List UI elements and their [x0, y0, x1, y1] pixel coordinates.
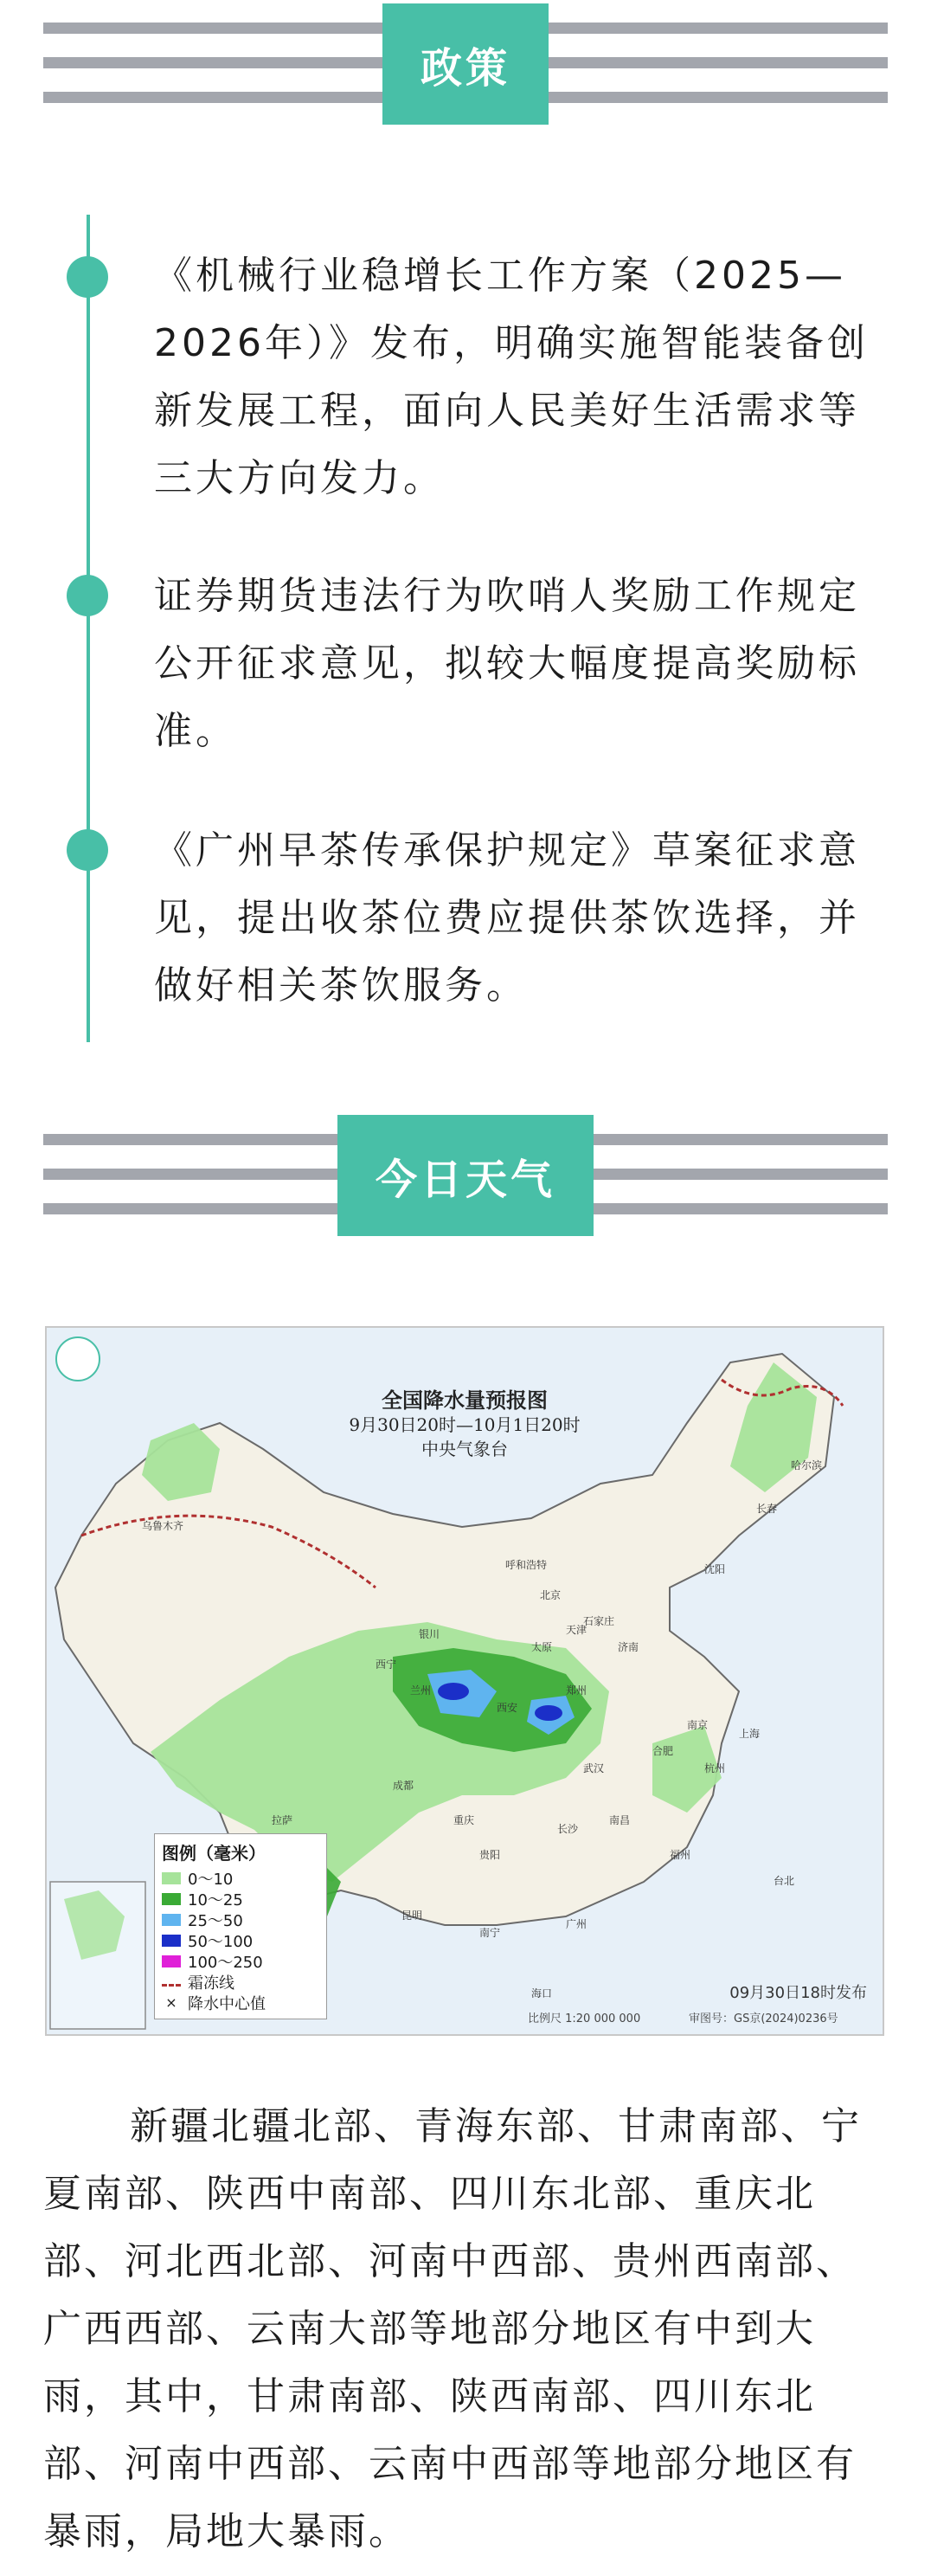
city-label: 石家庄 [583, 1615, 615, 1627]
legend-row [162, 1930, 319, 1951]
precip-50-100 [535, 1705, 562, 1721]
city-label: 合肥 [652, 1745, 674, 1757]
map-source: 中央气象台 [421, 1439, 508, 1459]
city-label: 福州 [670, 1849, 691, 1861]
timeline-dot [67, 256, 108, 298]
legend-row [162, 1951, 319, 1972]
weather-section-header [43, 1115, 888, 1236]
weather-section-title: 今日天气 [337, 1115, 594, 1236]
timeline-line [87, 215, 90, 1042]
city-label: 成都 [393, 1780, 414, 1792]
city-label: 广州 [566, 1918, 587, 1930]
cma-logo-icon [55, 1336, 100, 1381]
city-label: 银川 [419, 1628, 440, 1640]
policy-item-1: 《机械行业稳增长工作方案（2025—2026年）》发布，明确实施智能装备创新发展工程，面向人民美好生活需求等三大方向发力。 [154, 254, 869, 500]
precip-50-100 [438, 1683, 469, 1700]
city-label: 北京 [540, 1589, 562, 1601]
cross-icon: × [165, 1994, 177, 2011]
legend-row [162, 1993, 319, 2013]
city-label: 乌鲁木齐 [142, 1520, 184, 1532]
city-label: 西宁 [376, 1658, 397, 1671]
map-title: 全国降水量预报图 [382, 1388, 548, 1413]
legend-label: 霜冻线 [188, 1974, 234, 1993]
city-label: 呼和浩特 [505, 1559, 548, 1571]
city-label: 兰州 [410, 1684, 432, 1697]
map-publish-time: 09月30日18时发布 [729, 1984, 867, 2002]
legend-label: 0～10 [188, 1871, 234, 1889]
city-label: 贵阳 [479, 1849, 501, 1861]
legend-row [162, 1868, 319, 1889]
city-label: 西安 [497, 1702, 518, 1714]
policy-item-3: 《广州早茶传承保护规定》草案征求意见，提出收茶位费应提供茶饮选择，并做好相关茶饮服务。 [154, 828, 860, 1008]
map-period: 9月30日20时—10月1日20时 [349, 1414, 581, 1435]
timeline-dot [67, 575, 108, 616]
city-label: 天津 [566, 1624, 587, 1636]
city-label: 武汉 [583, 1762, 605, 1774]
legend-row [162, 1972, 319, 1993]
map-scale: 比例尺 1:20 000 000 [528, 2012, 641, 2025]
legend-label: 降水中心值 [188, 1995, 266, 2013]
policy-item-2: 证券期货违法行为吹哨人奖励工作规定公开征求意见，拟较大幅度提高奖励标准。 [154, 574, 860, 753]
city-label: 南宁 [479, 1927, 501, 1939]
city-label: 哈尔滨 [791, 1459, 823, 1472]
city-label: 长沙 [557, 1823, 579, 1835]
city-label: 南昌 [609, 1814, 631, 1826]
city-label: 郑州 [566, 1684, 587, 1697]
precipitation-map [45, 1326, 884, 2036]
city-label: 杭州 [704, 1762, 726, 1774]
legend-label: 10～25 [188, 1891, 243, 1909]
city-label: 拉萨 [272, 1814, 293, 1826]
city-label: 海口 [531, 1987, 553, 2000]
legend-row [162, 1889, 319, 1909]
city-label: 上海 [739, 1728, 761, 1740]
weather-description: 新疆北疆北部、青海东部、甘肃南部、宁夏南部、陕西中南部、四川东北部、重庆北部、河北西北部、河南中西部、贵州西南部、广西西部、云南大部等地部分地区有中到大雨，其中，甘肃南部、陕西南部、四川东北部、河南中西部、云南中西部等地部分地区有暴雨，局地大暴雨。 [43, 2104, 862, 2553]
city-label: 沈阳 [704, 1563, 726, 1575]
city-label: 重庆 [453, 1814, 475, 1826]
city-label: 南京 [687, 1719, 709, 1731]
legend-label: 25～50 [188, 1912, 243, 1930]
city-label: 济南 [618, 1641, 639, 1653]
policy-section-header [43, 3, 888, 125]
city-label: 长春 [756, 1503, 778, 1515]
timeline-dot [67, 829, 108, 871]
legend-title: 图例（毫米） [162, 1843, 266, 1864]
legend-row [162, 1909, 319, 1930]
legend-label: 100～250 [188, 1954, 263, 1972]
map-legend [154, 1833, 327, 2019]
policy-section-title: 政策 [382, 3, 549, 125]
city-label: 太原 [531, 1641, 553, 1653]
map-review-number: 审图号：GS京(2024)0236号 [689, 2012, 838, 2025]
legend-label: 50～100 [188, 1933, 254, 1951]
city-label: 台北 [774, 1875, 795, 1887]
city-label: 昆明 [401, 1909, 423, 1922]
